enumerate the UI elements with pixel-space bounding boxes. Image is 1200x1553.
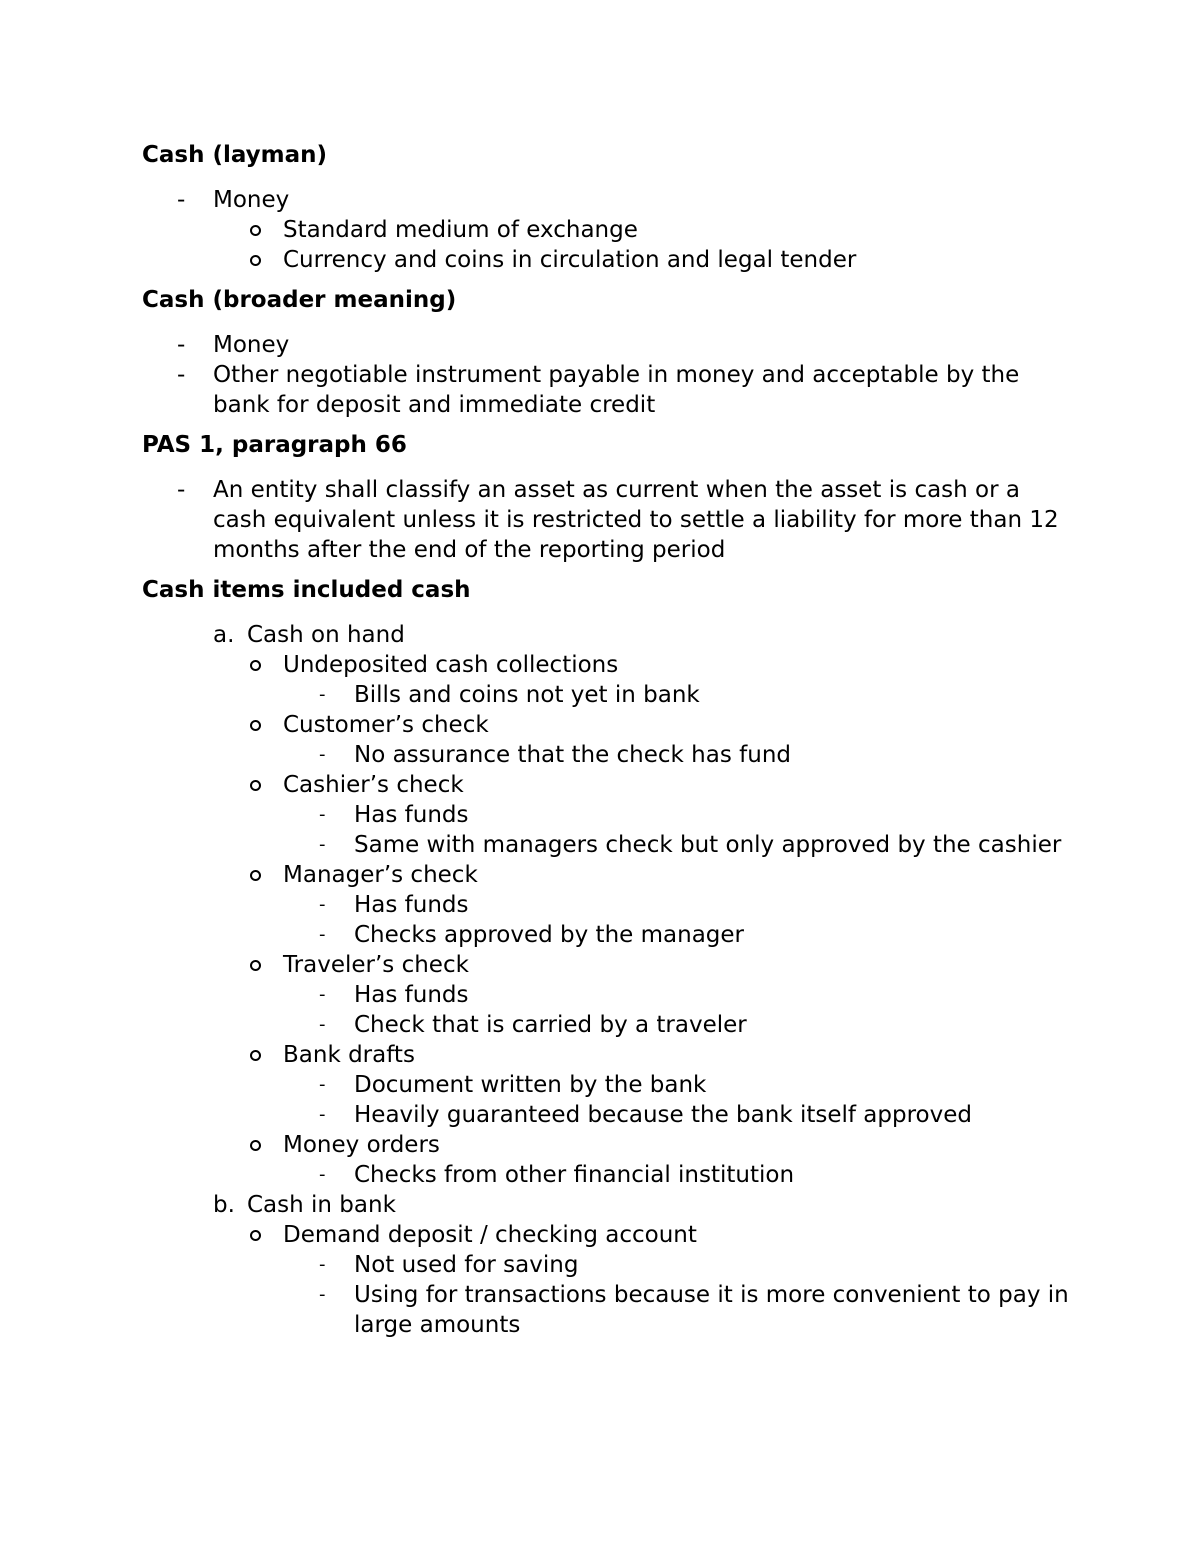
list-item-text: Has funds [354, 982, 469, 1008]
list-item-text: Cashier’s check [283, 772, 464, 798]
list-item [142, 330, 1072, 360]
list-item [142, 740, 1072, 770]
list-item [142, 1010, 1072, 1040]
circle-bullet-icon [250, 870, 261, 881]
list-item [142, 1190, 1072, 1220]
list-item-text: Manager’s check [283, 862, 478, 888]
list-item-text: Same with managers check but only approved by the cashier [354, 832, 1062, 858]
dash-bullet: - [319, 984, 326, 1005]
list-item [142, 360, 1072, 420]
dash-bullet: - [177, 362, 186, 388]
list-item [142, 830, 1072, 860]
section-heading: Cash (broader meaning) [142, 287, 457, 313]
section-cash-layman [142, 140, 1072, 275]
circle-bullet-icon [250, 1050, 261, 1061]
list-item-text: Has funds [354, 892, 469, 918]
document-body [142, 140, 1072, 1350]
list-item-text: Currency and coins in circulation and legal tender [283, 247, 857, 273]
list-item-text: Traveler’s check [283, 952, 469, 978]
list-item-text: Bills and coins not yet in bank [354, 682, 700, 708]
letter-marker: a. [213, 622, 235, 648]
section-cash-broader [142, 285, 1072, 420]
circle-bullet-icon [250, 960, 261, 971]
dash-bullet: - [319, 804, 326, 825]
list-item [142, 1160, 1072, 1190]
section-heading: Cash items included cash [142, 577, 471, 603]
list-item [142, 1100, 1072, 1130]
list-item [142, 1070, 1072, 1100]
list-item-text: Other negotiable instrument payable in money and acceptable by the bank for deposit and immediate credit [213, 362, 1020, 418]
dash-bullet: - [319, 834, 326, 855]
list-item-text: Money [213, 187, 290, 213]
list-item [142, 1040, 1072, 1070]
list-item [142, 950, 1072, 980]
letter-marker: b. [213, 1192, 235, 1218]
list-item-text: Standard medium of exchange [283, 217, 638, 243]
list-item [142, 1250, 1072, 1280]
dash-bullet: - [177, 332, 186, 358]
dash-bullet: - [319, 924, 326, 945]
circle-bullet-icon [250, 780, 261, 791]
section-pas1 [142, 430, 1072, 565]
dash-bullet: - [319, 1014, 326, 1035]
list-item [142, 620, 1072, 650]
list-item-text: Has funds [354, 802, 469, 828]
dash-bullet: - [319, 1164, 326, 1185]
circle-bullet-icon [250, 255, 261, 266]
list-item [142, 710, 1072, 740]
dash-bullet: - [319, 1104, 326, 1125]
list-item [142, 215, 1072, 245]
list-item [142, 680, 1072, 710]
list-item [142, 1130, 1072, 1160]
dash-bullet: - [319, 1074, 326, 1095]
list-item [142, 475, 1072, 565]
section-cash-items [142, 575, 1072, 1340]
list-item-text: Money orders [283, 1132, 440, 1158]
list-item [142, 770, 1072, 800]
list-item [142, 185, 1072, 215]
list-item-text: Using for transactions because it is more convenient to pay in large amounts [354, 1282, 1069, 1338]
dash-bullet: - [319, 1254, 326, 1275]
list-item-text: Cash on hand [247, 622, 405, 648]
list-item [142, 1220, 1072, 1250]
list-item-text: Heavily guaranteed because the bank itself approved [354, 1102, 972, 1128]
list-item-text: Undeposited cash collections [283, 652, 619, 678]
list-item-text: Money [213, 332, 290, 358]
circle-bullet-icon [250, 720, 261, 731]
list-item-text: An entity shall classify an asset as current when the asset is cash or a cash equivalent unless it is restricted to settle a liability for more than 12 months after the end of the reporting period [213, 477, 1059, 563]
circle-bullet-icon [250, 660, 261, 671]
dash-bullet: - [319, 894, 326, 915]
list-item-text: No assurance that the check has fund [354, 742, 791, 768]
list-item [142, 860, 1072, 890]
list-item [142, 920, 1072, 950]
list-item-text: Checks approved by the manager [354, 922, 744, 948]
list-item-text: Customer’s check [283, 712, 489, 738]
circle-bullet-icon [250, 1140, 261, 1151]
list-item [142, 1280, 1072, 1340]
circle-bullet-icon [250, 225, 261, 236]
dash-bullet: - [177, 477, 186, 503]
list-item [142, 800, 1072, 830]
section-heading: PAS 1, paragraph 66 [142, 432, 407, 458]
list-item-text: Check that is carried by a traveler [354, 1012, 747, 1038]
list-item-text: Not used for saving [354, 1252, 579, 1278]
list-item-text: Checks from other financial institution [354, 1162, 795, 1188]
list-item-text: Document written by the bank [354, 1072, 707, 1098]
list-item [142, 980, 1072, 1010]
list-item [142, 650, 1072, 680]
list-item-text: Demand deposit / checking account [283, 1222, 697, 1248]
list-item [142, 245, 1072, 275]
list-item-text: Bank drafts [283, 1042, 415, 1068]
dash-bullet: - [319, 744, 326, 765]
list-item-text: Cash in bank [247, 1192, 396, 1218]
circle-bullet-icon [250, 1230, 261, 1241]
dash-bullet: - [319, 1284, 326, 1305]
dash-bullet: - [319, 684, 326, 705]
list-item [142, 890, 1072, 920]
section-heading: Cash (layman) [142, 142, 328, 168]
dash-bullet: - [177, 187, 186, 213]
